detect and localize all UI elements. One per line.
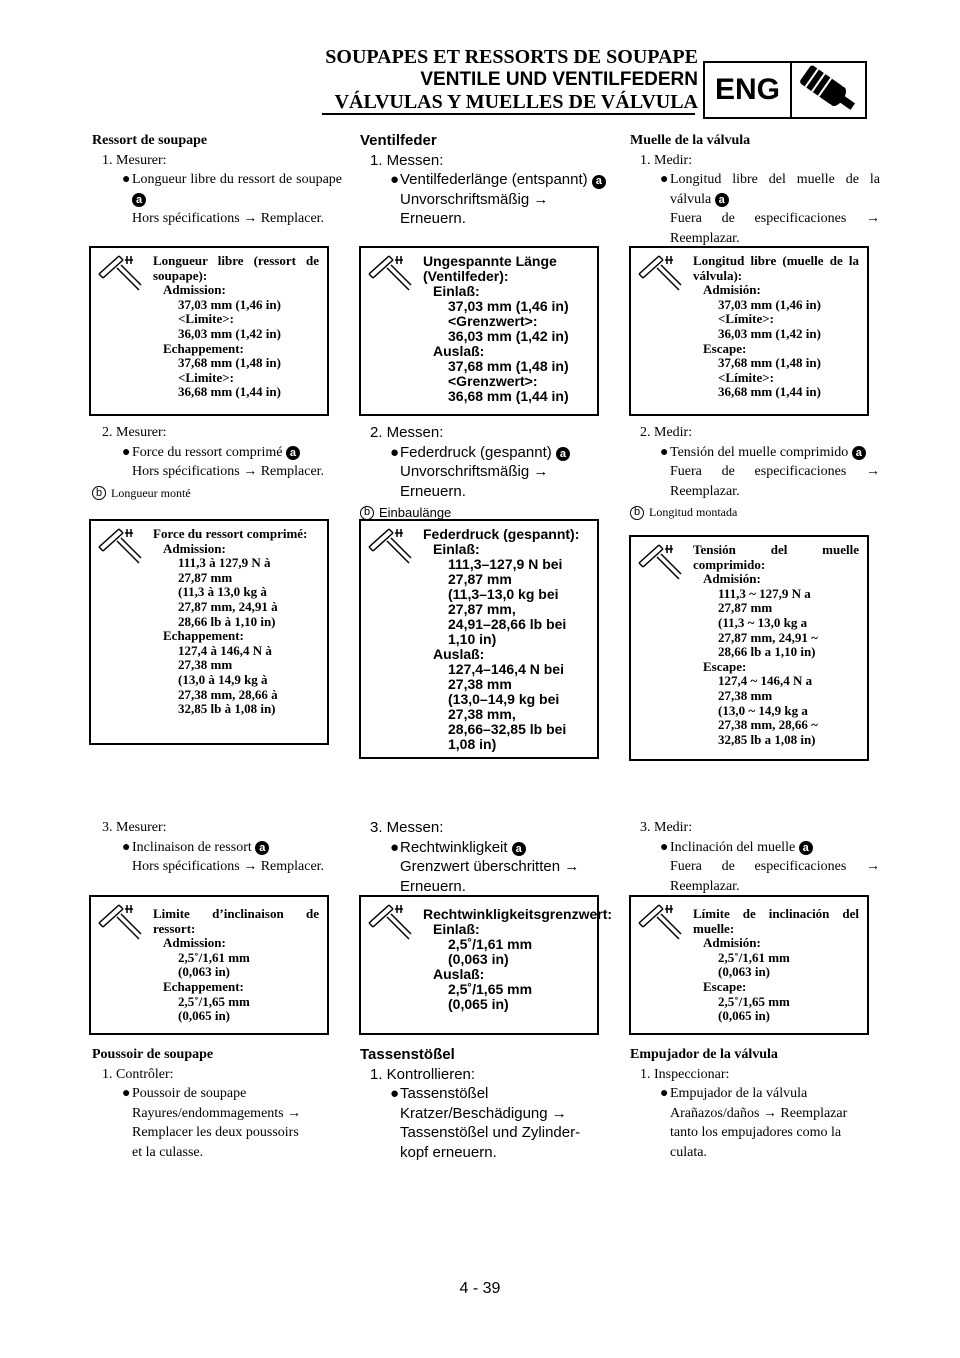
- es-step-3-section: [630, 818, 880, 896]
- fr-step-2-action: Hors spécifications → Remplacer.: [132, 464, 325, 479]
- es-box3-in-label: Admisión:: [703, 935, 761, 951]
- de-box2-ex-line: 27,38 mm,: [448, 706, 516, 722]
- fr-box2-ex-line: (13,0 à 14,9 kg à: [178, 671, 268, 687]
- es-step-1-action: Fuera de especificaciones → Reemplazar.: [670, 211, 880, 246]
- es-box1-title: Longitud libre (muelle de la válvula):: [693, 253, 859, 283]
- de-lifter-step: 1. Kontrollieren:: [370, 1065, 476, 1083]
- fr-spec-box-free-length: [89, 246, 329, 416]
- fr-box2-ex-line: 127,4 à 146,4 N à: [178, 642, 272, 658]
- de-box2-in-line: 1,10 in): [448, 631, 497, 647]
- es-box2-ex-line: 27,38 mm: [718, 687, 773, 703]
- fr-box1-in-label: Admission:: [163, 282, 226, 298]
- spec-tool-icon: [367, 903, 413, 943]
- de-step-2-section: [360, 423, 610, 523]
- fr-box2-in-line: 27,87 mm, 24,91 à: [178, 598, 278, 614]
- de-step-2: 2. Messen:: [370, 424, 444, 441]
- es-box2-in-line: 27,87 mm, 24,91 ~: [718, 629, 818, 645]
- es-box1-in-label: Admisión:: [703, 282, 761, 298]
- es-step-3: 3. Medir:: [640, 820, 693, 835]
- fr-spec-box-tilt: [89, 895, 329, 1035]
- de-box2-ex-line: (13,0–14,9 kg bei: [448, 691, 560, 707]
- es-box1-in-lim-label: <Límite>:: [718, 311, 774, 327]
- fr-lifter-line: Remplacer les deux poussoirs: [132, 1125, 299, 1140]
- es-box2-ex-label: Escape:: [703, 658, 747, 674]
- es-step-3-action: Fuera de especificaciones → Reemplazar.: [670, 859, 880, 894]
- es-box2-in-line: 28,66 lb a 1,10 in): [718, 644, 816, 660]
- fr-box2-in-line: 28,66 lb à 1,10 in): [178, 613, 276, 629]
- de-lifter-line: kopf erneuern.: [400, 1143, 497, 1161]
- fr-box2-in-line: 111,3 à 127,9 N à: [178, 555, 271, 571]
- spec-tool-icon: [637, 543, 683, 583]
- de-box3-in-line: (0,063 in): [448, 951, 509, 967]
- es-box1-ex-val: 37,68 mm (1,48 in): [718, 355, 821, 371]
- es-box2-ex-line: 27,38 mm, 28,66 ~: [718, 717, 818, 733]
- spec-tool-icon: [637, 903, 683, 943]
- fr-spring-title: Ressort de soupape: [92, 133, 208, 148]
- es-step-2-section: [630, 423, 880, 523]
- de-spring-section: [360, 131, 610, 229]
- fr-box1-in-lim: 36,03 mm (1,42 in): [178, 325, 281, 341]
- de-box2-ex-line: 28,66–32,85 lb bei: [448, 721, 567, 737]
- de-box2-in-line: (11,3–13,0 kg bei: [448, 586, 559, 602]
- de-box3-ex-line: 2,5˚/1,65 mm: [448, 981, 533, 997]
- spec-tool-icon: [97, 254, 143, 294]
- de-lifter-title: Tassenstößel: [360, 1046, 455, 1063]
- fr-box1-title: Longueur libre (ressort de soupape):: [153, 253, 319, 283]
- engine-tool-icon: [792, 63, 865, 117]
- de-box2-ex-line: 1,08 in): [448, 736, 497, 752]
- de-box2-ex-line: 27,38 mm: [448, 676, 512, 692]
- de-lifter-line: Tassenstößel und Zylinder-: [400, 1124, 581, 1141]
- de-step-3-section: [360, 818, 610, 896]
- es-lifter-title: Empujador de la válvula: [630, 1047, 778, 1062]
- section-label: ENG: [705, 63, 792, 117]
- fr-step-2-item: ● Force du ressort comprimé a: [92, 443, 342, 463]
- fr-step-3: 3. Mesurer:: [102, 820, 167, 835]
- es-box3-in-line: 2,5˚/1,61 mm: [718, 949, 790, 965]
- fr-box1-in-val: 37,03 mm (1,46 in): [178, 296, 281, 312]
- de-spec-box-free-length: [359, 246, 599, 416]
- spec-tool-icon: [367, 254, 413, 294]
- de-box1-title: Ungespannte Länge (Ventilfeder):: [423, 253, 557, 284]
- fr-step-3-action: Hors spécifications → Remplacer.: [132, 859, 325, 874]
- fr-box2-in-label: Admission:: [163, 540, 226, 556]
- fr-box2-ex-label: Echappement:: [163, 628, 244, 644]
- de-box2-in-line: 111,3–127,9 N bei: [448, 556, 563, 572]
- fr-box3-in-label: Admission:: [163, 935, 226, 951]
- de-box1-ex-label: Auslaß:: [433, 343, 485, 359]
- fr-box2-title: Force du ressort comprimé:: [153, 526, 308, 541]
- de-spec-box-squareness: [359, 895, 613, 1035]
- page-number: 4 - 39: [459, 1280, 501, 1297]
- de-step-3-action: Grenzwert überschritten → Erneuern.: [400, 858, 580, 895]
- es-box2-title: Tensión del muelle comprimido:: [693, 542, 859, 572]
- es-spec-box-free-length: [629, 246, 869, 416]
- de-box2-in-label: Einlaß:: [433, 541, 480, 557]
- fr-box3-title: Limite d’inclinaison de ressort:: [153, 906, 319, 936]
- es-lifter-section: [630, 1045, 880, 1162]
- fr-spring-section: [92, 131, 342, 229]
- fr-lifter-item: ● Poussoir de soupape: [122, 1086, 247, 1101]
- spec-tool-icon: [367, 527, 413, 567]
- fr-step-3-item: ● Inclinaison de ressort a: [92, 838, 342, 858]
- fr-box1-ex-val: 37,68 mm (1,48 in): [178, 355, 281, 371]
- fr-box2-in-line: (11,3 à 13,0 kg à: [178, 584, 267, 600]
- fr-lifter-step: 1. Contrôler:: [102, 1066, 174, 1082]
- es-lifter-line: tanto los empujadores como la: [670, 1125, 842, 1140]
- es-box3-ex-line: (0,065 in): [718, 1008, 770, 1024]
- es-box1-in-lim: 36,03 mm (1,42 in): [718, 325, 821, 341]
- fr-step-2-section: [92, 423, 342, 503]
- de-note-b: b Einbaulänge: [360, 503, 610, 523]
- es-box3-in-line: (0,063 in): [718, 964, 770, 980]
- es-box2-in-line: 27,87 mm: [718, 600, 773, 616]
- de-box1-in-lim-label: <Grenzwert>:: [448, 313, 538, 329]
- fr-step-2: 2. Mesurer:: [102, 425, 167, 440]
- es-lifter-step: 1. Inspeccionar:: [640, 1066, 730, 1082]
- de-box2-ex-label: Auslaß:: [433, 646, 485, 662]
- es-step-2-action: Fuera de especificaciones → Reemplazar.: [670, 464, 880, 499]
- de-step-2-action: Unvorschriftsmäßig → Erneuern.: [400, 463, 549, 500]
- fr-step-3-section: [92, 818, 342, 877]
- fr-lifter-line: Rayures/endommagements →: [132, 1105, 302, 1121]
- de-box2-ex-line: 127,4–146,4 N bei: [448, 661, 564, 677]
- es-step-1-item: ● Longitud libre del muelle de la válvula a: [660, 172, 880, 207]
- header-title-es: VÁLVULAS Y MUELLES DE VÁLVULA: [334, 91, 698, 113]
- es-step-3-item: ● Inclinación del muelle a: [630, 838, 880, 858]
- fr-box1-ex-lim: 36,68 mm (1,44 in): [178, 384, 281, 400]
- de-box1-ex-val: 37,68 mm (1,48 in): [448, 358, 569, 374]
- fr-box1-ex-label: Echappement:: [163, 340, 244, 356]
- header-rule: [322, 113, 695, 115]
- es-note-b: b Longitud montada: [630, 503, 880, 523]
- es-box2-ex-line: 127,4 ~ 146,4 N a: [718, 673, 813, 689]
- header-title-de: VENTILE UND VENTILFEDERN: [420, 69, 698, 90]
- de-step-1-item: ● Ventilfederlänge (entspannt) a: [360, 170, 610, 190]
- spec-tool-icon: [97, 527, 143, 567]
- fr-note-b: b Longueur monté: [92, 484, 342, 504]
- fr-box1-in-lim-label: <Limite>:: [178, 311, 234, 327]
- fr-lifter-section: [92, 1045, 342, 1162]
- es-box2-in-label: Admisión:: [703, 571, 761, 587]
- de-lifter-line: Kratzer/Beschädigung →: [400, 1104, 567, 1122]
- de-box3-title: Rechtwinkligkeitsgrenzwert:: [423, 906, 613, 922]
- de-box3-ex-line: (0,065 in): [448, 996, 509, 1012]
- es-spec-box-tension: [629, 535, 869, 761]
- de-box1-in-lim: 36,03 mm (1,42 in): [448, 328, 569, 344]
- de-lifter-section: [360, 1045, 610, 1162]
- es-spring-title: Muelle de la válvula: [630, 133, 751, 148]
- es-lifter-item: ● Empujador de la válvula: [660, 1086, 808, 1101]
- de-box1-in-val: 37,03 mm (1,46 in): [448, 298, 569, 314]
- es-step-2-item: ● Tensión del muelle comprimido a: [630, 443, 880, 463]
- de-lifter-item: ● Tassenstößel: [390, 1085, 489, 1102]
- de-spec-box-force: [359, 519, 599, 759]
- es-box1-ex-label: Escape:: [703, 340, 747, 356]
- spec-tool-icon: [97, 903, 143, 943]
- es-lifter-line: Arañazos/daños → Reemplazar: [670, 1105, 848, 1121]
- fr-box3-ex-label: Echappement:: [163, 978, 244, 994]
- fr-spec-box-force: [89, 519, 329, 745]
- de-spring-title: Ventilfeder: [360, 132, 437, 149]
- fr-lifter-line: et la culasse.: [132, 1144, 204, 1160]
- de-step-1: 1. Messen:: [370, 151, 444, 169]
- de-box1-in-label: Einlaß:: [433, 283, 480, 299]
- de-box3-ex-label: Auslaß:: [433, 966, 485, 982]
- fr-lifter-title: Poussoir de soupape: [92, 1047, 214, 1062]
- de-box1-ex-lim-label: <Grenzwert>:: [448, 373, 538, 389]
- fr-box3-ex-line: (0,065 in): [178, 1008, 230, 1024]
- de-box2-in-line: 27,87 mm: [448, 571, 512, 587]
- de-step-3-item: ● Rechtwinkligkeit a: [360, 838, 610, 858]
- es-box1-ex-lim: 36,68 mm (1,44 in): [718, 384, 821, 400]
- es-step-2: 2. Medir:: [640, 425, 693, 440]
- de-box3-in-line: 2,5˚/1,61 mm: [448, 936, 533, 952]
- fr-step-1-action: Hors spécifications → Remplacer.: [132, 211, 325, 226]
- de-step-3: 3. Messen:: [370, 819, 444, 836]
- fr-box2-ex-line: 27,38 mm: [178, 657, 233, 673]
- de-box2-in-line: 24,91–28,66 lb bei: [448, 616, 567, 632]
- es-step-1: 1. Medir:: [640, 152, 693, 168]
- es-box3-ex-label: Escape:: [703, 978, 747, 994]
- de-box3-in-label: Einlaß:: [433, 921, 480, 937]
- es-box3-title: Límite de inclinación del muelle:: [693, 906, 859, 936]
- es-box2-ex-line: (13,0 ~ 14,9 kg a: [718, 702, 808, 718]
- fr-box2-ex-line: 32,85 lb à 1,08 in): [178, 701, 276, 717]
- de-step-2-item: ● Federdruck (gespannt) a: [360, 443, 610, 463]
- header-title-fr: SOUPAPES ET RESSORTS DE SOUPAPE: [325, 46, 698, 68]
- es-spec-box-tilt: [629, 895, 869, 1035]
- es-box2-ex-line: 32,85 lb a 1,08 in): [718, 731, 816, 747]
- de-box2-in-line: 27,87 mm,: [448, 601, 516, 617]
- de-box1-ex-lim: 36,68 mm (1,44 in): [448, 388, 569, 404]
- de-step-1-action: Unvorschriftsmäßig → Erneuern.: [400, 190, 549, 227]
- fr-step-1-item: ● Longueur libre du ressort de soupape a: [122, 172, 342, 206]
- fr-box2-in-line: 27,87 mm: [178, 569, 233, 585]
- fr-box3-ex-line: 2,5˚/1,65 mm: [178, 993, 250, 1009]
- es-box2-in-line: 111,3 ~ 127,9 N a: [718, 585, 811, 601]
- es-box2-in-line: (11,3 ~ 13,0 kg a: [718, 614, 808, 630]
- es-box1-ex-lim-label: <Límite>:: [718, 369, 774, 385]
- fr-box3-in-line: (0,063 in): [178, 964, 230, 980]
- spec-tool-icon: [637, 254, 683, 294]
- fr-box3-in-line: 2,5˚/1,61 mm: [178, 949, 250, 965]
- es-spring-section: [630, 131, 880, 248]
- es-lifter-line: culata.: [670, 1144, 707, 1160]
- fr-box1-ex-lim-label: <Limite>:: [178, 369, 234, 385]
- es-box1-in-val: 37,03 mm (1,46 in): [718, 296, 821, 312]
- section-badge: [703, 61, 867, 119]
- de-box2-title: Federdruck (gespannt):: [423, 526, 580, 542]
- fr-step-1: 1. Mesurer:: [102, 152, 167, 168]
- fr-box2-ex-line: 27,38 mm, 28,66 à: [178, 686, 278, 702]
- es-box3-ex-line: 2,5˚/1,65 mm: [718, 993, 790, 1009]
